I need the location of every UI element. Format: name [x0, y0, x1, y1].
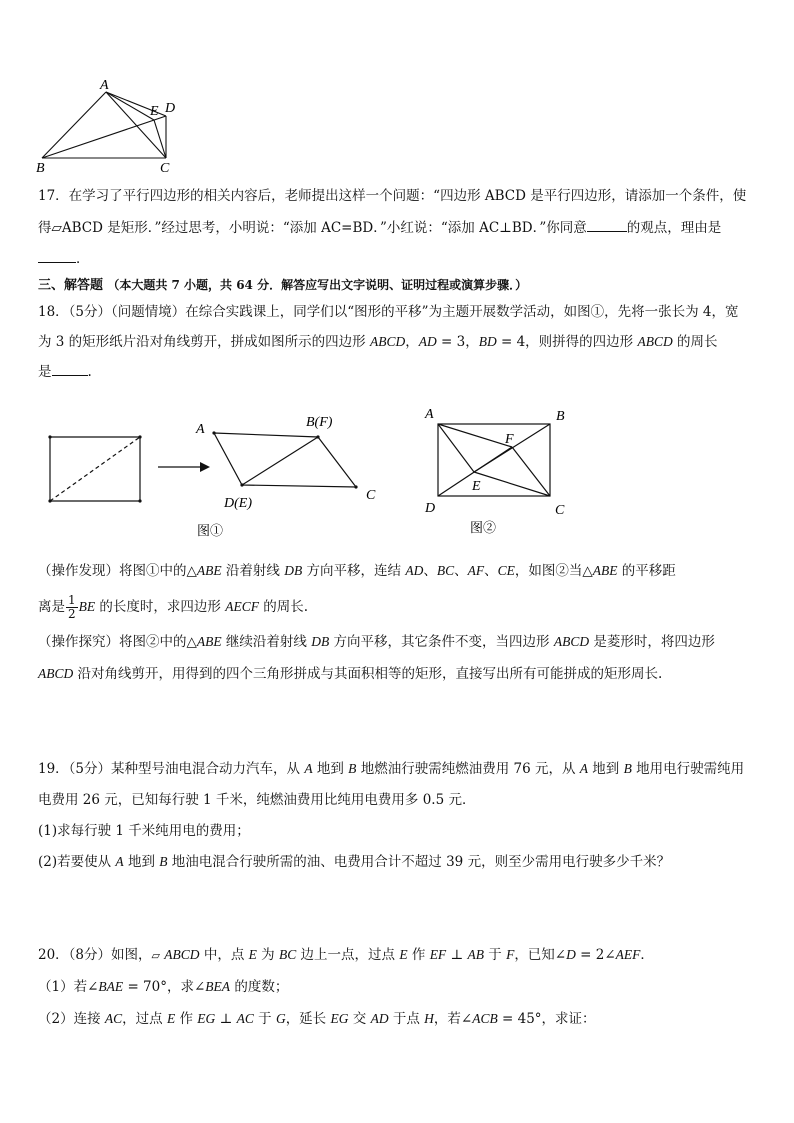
q19-line3: (1)求每行驶 1 千米纯用电的费用； [38, 823, 250, 839]
q17-line2: 得▱ABCD 是矩形．”经过思考，小明说：“添加 AC=BD．”小红说：“添加 AC⊥BD．”你同意 的观点，理由是 [38, 220, 722, 236]
fig1-label-a: A [196, 422, 205, 437]
segment-ae [438, 424, 474, 472]
section3-header [38, 276, 527, 295]
segment-ab [42, 92, 106, 158]
cut-diagonal [50, 437, 140, 501]
diagonal-bd [242, 437, 318, 485]
segment-af [438, 424, 512, 447]
q18-op-line1: （操作发现）将图①中的△ABE 沿着射线 DB 方向平移，连结 AD、BC、AF、CE，如图②当△ABE 的平移距 [38, 563, 676, 579]
q20-line3: （2）连接 AC，过点 E 作 EG ⊥ AC 于 G，延长 EG 交 AD 于点 H，若∠ACB = 45°，求证： [38, 1011, 596, 1027]
parallelogram-symbol-icon: ▱ [151, 949, 160, 962]
fig2-caption: 图② [470, 521, 497, 536]
label-b: B [36, 161, 45, 176]
fraction-one-half: $\frac{1}{2}$ [68, 593, 76, 621]
fig1-label-bf: B(F) [306, 415, 333, 430]
q19-line1: 19．（5分）某种型号油电混合动力汽车，从 A 地到 B 地燃油行驶需纯燃油费用 76 元，从 A 地到 B 地用电行驶需纯用 [38, 761, 745, 777]
arrow-head-icon [200, 462, 210, 472]
figure-1 [40, 405, 380, 540]
fig2-label-f: F [505, 432, 514, 447]
fig2-label-d: D [425, 501, 436, 516]
fig1-label-de: D(E) [224, 496, 252, 511]
parallelogram-abcd [214, 433, 356, 487]
q19-line2: 电费用 26 元，已知每行驶 1 千米，纯燃油费用比纯用电费用多 0.5 元． [38, 792, 476, 808]
fig2-label-b: B [556, 409, 565, 424]
figure-2 [418, 400, 578, 540]
label-c: C [160, 161, 170, 176]
q18-ex-line2: ABCD 沿对角线剪开，用得到的四个三角形拼成与其面积相等的矩形，直接写出所有可能拼成的矩形周长. [38, 666, 663, 682]
q18-op-line2: 离是 $\frac{1}{2}$ BE 的长度时，求四边形 AECF 的周长. [38, 593, 309, 621]
q17-answer-blank-2[interactable] [38, 250, 76, 263]
fig2-label-c: C [555, 503, 565, 518]
label-e: E [150, 104, 159, 119]
figure-q16 [30, 78, 190, 178]
q20-line1: 20．（8分）如图，▱ ABCD 中，点 E 为 BC 边上一点，过点 E 作 EF ⊥ AB 于 F，已知∠D = 2∠AEF． [38, 947, 654, 963]
segment-fc [512, 447, 550, 496]
q18-line1: 18．（5分）（问题情境）在综合实践课上，同学们以“图形的平移”为主题开展数学活动，如图①，先将一张长为 4，宽 [38, 304, 739, 320]
segment-ec [154, 120, 166, 158]
q18-line3: 是 . [38, 364, 92, 380]
q17-answer-blank-1[interactable] [587, 219, 627, 232]
q19-line4: (2)若要使从 A 地到 B 地油电混合行驶所需的油、电费用合计不超过 39 元，则至少需用电行驶多少千米？ [38, 854, 671, 870]
segment-ec [474, 472, 550, 496]
fig1-caption: 图① [197, 524, 224, 539]
q20-line2: （1）若∠BAE = 70°，求∠BEA 的度数； [38, 979, 289, 995]
q17-line1: 17．在学习了平行四边形的相关内容后，老师提出这样一个问题：“四边形 ABCD 是平行四边形，请添加一个条件，使 [38, 188, 747, 204]
label-d: D [165, 101, 176, 116]
fig2-label-e: E [472, 479, 481, 494]
q17-line3: ． [38, 250, 90, 268]
q18-line2: 为 3 的矩形纸片沿对角线剪开，拼成如图所示的四边形 ABCD，AD = 3，BD = 4，则拼得的四边形 ABCD 的周长 [38, 334, 718, 350]
q18-ex-line1: （操作探究）将图②中的△ABE 继续沿着射线 DB 方向平移，其它条件不变，当四边形 ABCD 是菱形时，将四边形 [38, 634, 715, 650]
segment-ac [106, 92, 166, 158]
label-a: A [100, 78, 109, 93]
q18-answer-blank[interactable] [52, 363, 88, 376]
fig1-label-c: C [366, 488, 376, 503]
segment-ae [106, 92, 154, 120]
section3-title: 三、解答题 [38, 278, 104, 293]
section3-note: （本大题共 7 小题，共 64 分．解答应写出文字说明、证明过程或演算步骤．） [107, 278, 528, 292]
fig2-label-a: A [425, 407, 434, 422]
